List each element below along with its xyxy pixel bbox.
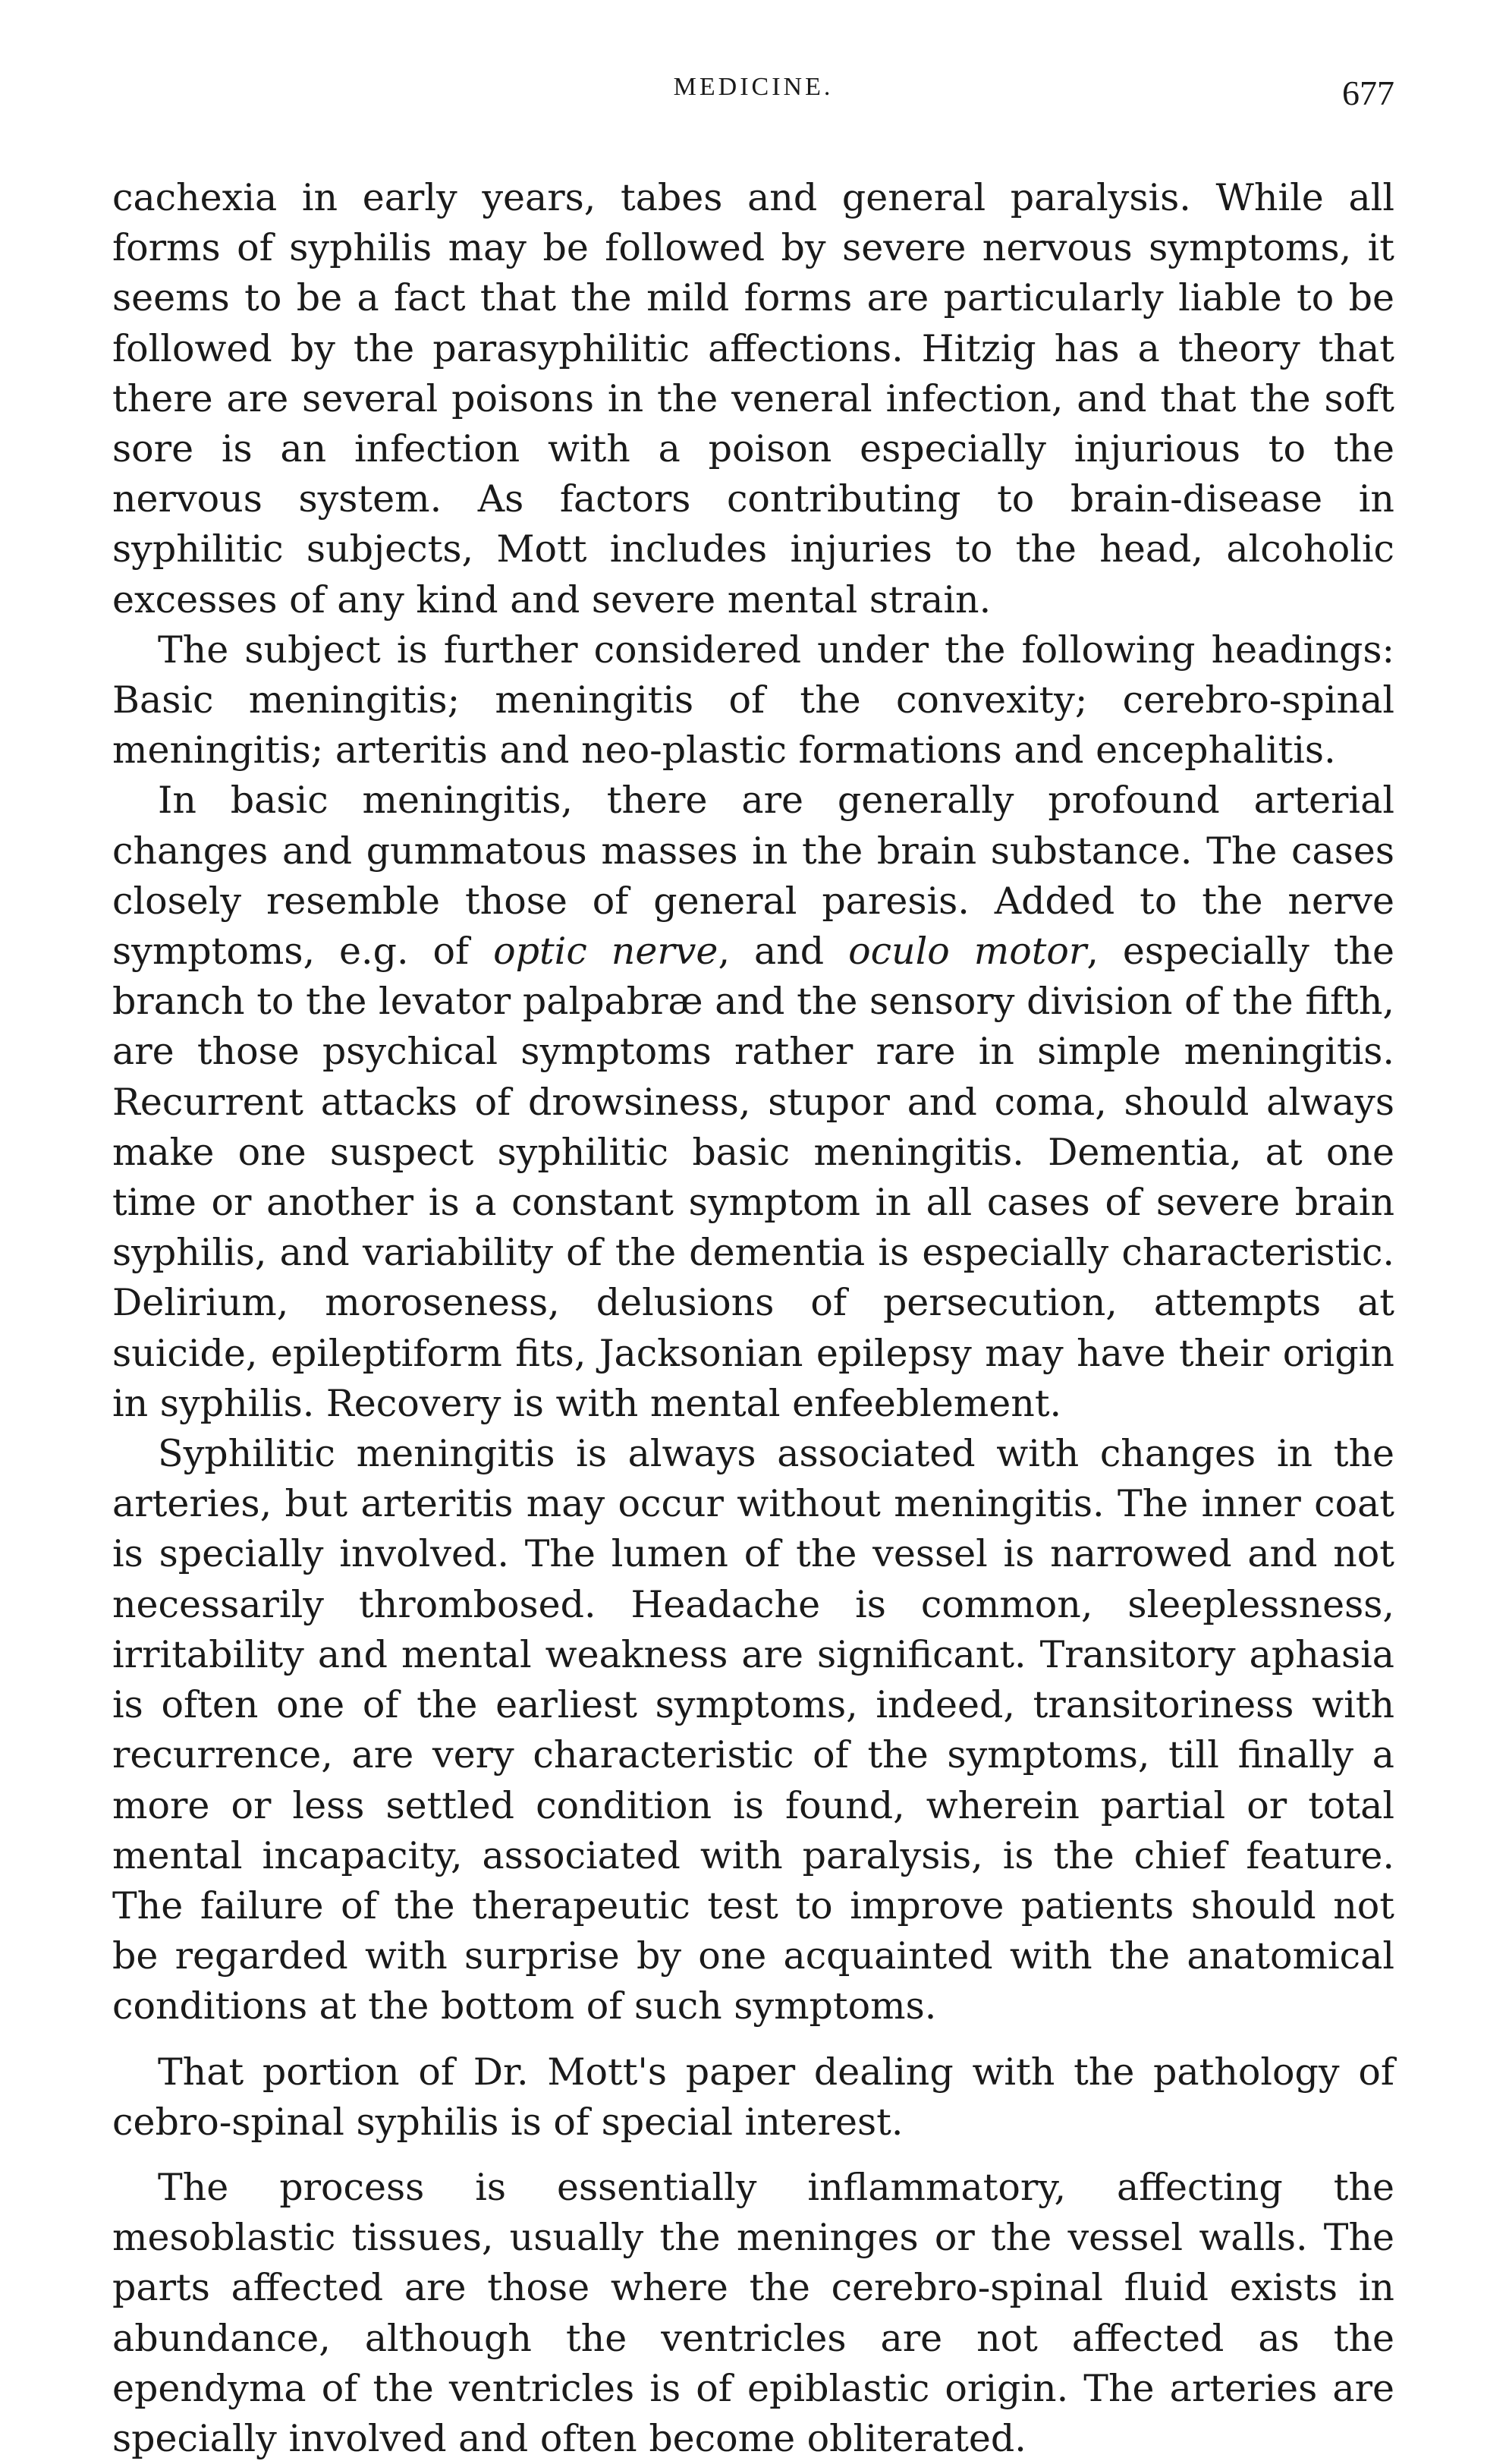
paragraph-text: That portion of Dr. Mott's paper dealing with the pathology of cebro-spinal syphilis is of special interest. bbox=[112, 2050, 1394, 2144]
paragraph-text: , and bbox=[718, 930, 849, 974]
paragraph-text: In basic meningitis, there are generally profound arterial changes and gummatous masses in the brain substance. The cases closely resemble those of general paresis. Added to the nerve symptoms, e.g. of bbox=[112, 779, 1394, 974]
paragraph-headings bbox=[112, 625, 1394, 776]
italic-term-optic-nerve: optic nerve bbox=[493, 930, 718, 974]
paragraph-syphilitic-meningitis bbox=[112, 1429, 1394, 2031]
paragraph-text: The process is essentially inflammatory, affecting the mesoblastic tissues, usually the meninges or the vessel walls. The parts affected are those where the cerebro-spinal fluid exists in abundance, although the ventricles are not affected as the ependyma of the ventricles is of epiblastic origin. The arteries are specially involved and often become obliterated. bbox=[112, 2165, 1394, 2460]
paragraph-process bbox=[112, 2163, 1394, 2464]
paragraph-text: cachexia in early years, tabes and general paralysis. While all forms of syphilis may be followed by severe nervous symptoms, it seems to be a fact that the mild forms are particularly liable to be followed by the parasyphilitic affections. Hitzig has a theory that there are several poisons in the veneral infection, and that the soft sore is an infection with a poison especially injurious to the nervous system. As factors contributing to brain-disease in syphilitic subjects, Mott includes injuries to the head, alcoholic excesses of any kind and severe mental strain. bbox=[112, 176, 1394, 622]
running-head bbox=[112, 73, 1394, 134]
paragraph-text: , especially the branch to the levator palpabræ and the sensory division of the fifth, are those psychical symptoms rather rare in simple meningitis. Recurrent attacks of drowsiness, stupor and coma, should always make one suspect syphilitic basic meningitis. Dementia, at one time or another is a constant symptom in all cases of severe brain syphilis, and variability of the dementia is especially characteristic. Delirium, moroseness, delusions of persecution, attempts at suicide, epileptiform fits, Jacksonian epilepsy may have their origin in syphilis. Recovery is with mental enfeeblement. bbox=[112, 930, 1394, 1425]
body-text bbox=[112, 173, 1394, 2464]
paragraph-text: The subject is further considered under the following headings: Basic meningitis; meningitis of the convexity; cerebro-spinal meningitis; arteritis and neo-plastic formations and encephalitis. bbox=[112, 628, 1394, 773]
page-number: 677 bbox=[1342, 74, 1394, 112]
paragraph-continuation bbox=[112, 173, 1394, 625]
paragraph-mott-paper bbox=[112, 2047, 1394, 2148]
italic-term-oculo-motor: oculo motor bbox=[848, 930, 1087, 974]
book-page bbox=[112, 73, 1394, 2464]
paragraph-basic-meningitis bbox=[112, 776, 1394, 1429]
running-title: MEDICINE. bbox=[673, 73, 834, 101]
paragraph-text: Syphilitic meningitis is always associated with changes in the arteries, but arteritis may occur without meningitis. The inner coat is specially involved. The lumen of the vessel is narrowed and not necessarily thrombosed. Headache is common, sleeplessness, irritability and mental weakness are significant. Transitory aphasia is often one of the earliest symptoms, indeed, transitoriness with recurrence, are very characteristic of the symptoms, till finally a more or less settled condition is found, wherein partial or total mental incapacity, associated with paralysis, is the chief feature. The failure of the therapeutic test to improve patients should not be regarded with surprise by one acquainted with the anatomical conditions at the bottom of such symptoms. bbox=[112, 1432, 1394, 2028]
